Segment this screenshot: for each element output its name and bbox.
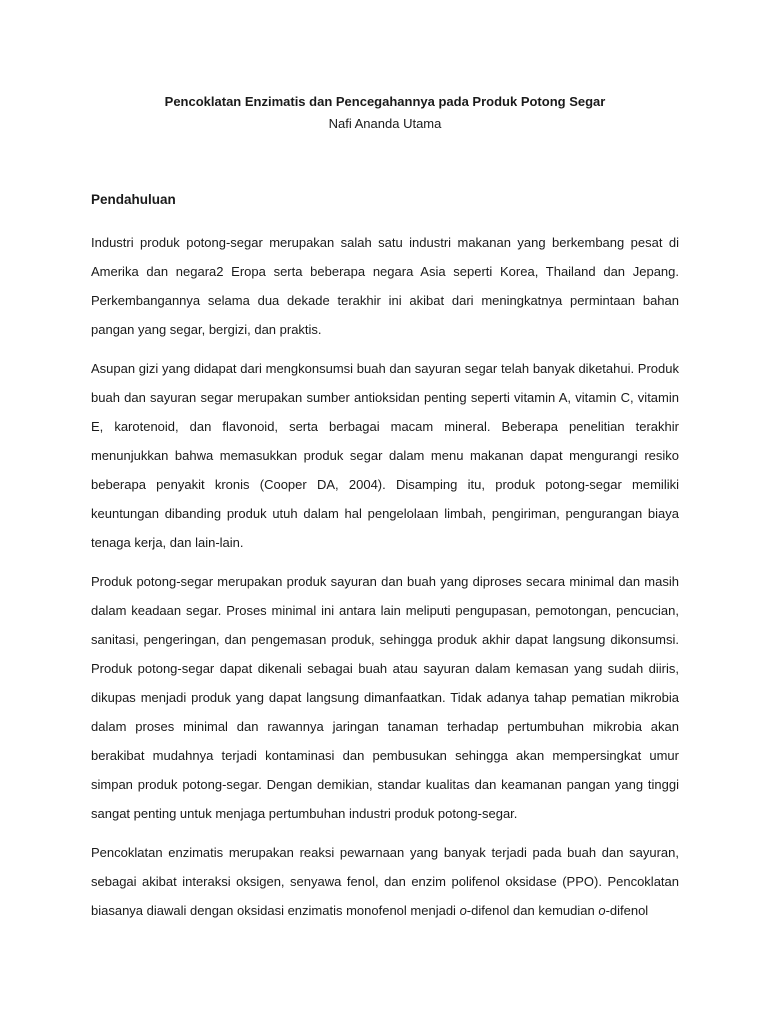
section-heading: Pendahuluan (91, 192, 176, 207)
paragraph-3: Produk potong-segar merupakan produk sayuran dan buah yang diproses secara minimal dan masih dalam keadaan segar. Proses minimal ini antara lain meliputi pengupasan, pemotongan, pencucian, sanitasi, pengeringan, dan pengemasan produk, sehingga produk akhir dapat langsung dikonsumsi. Produk potong-segar dapat dikenali sebagai buah atau sayuran dalam kemasan yang sudah diiris, dikupas menjadi produk yang dapat langsung dimanfaatkan. Tidak adanya tahap pematian mikrobia dalam proses minimal dan rawannya jaringan tanaman terhadap pertumbuhan mikrobia akan berakibat mudahnya terjadi kontaminasi dan pembusukan sehingga akan mempersingkat umur simpan produk potong-segar. Dengan demikian, standar kualitas dan keamanan pangan yang tinggi sangat penting untuk menjaga pertumbuhan industri produk potong-segar. (91, 574, 679, 821)
paragraph-4-text-c: -difenol (605, 903, 649, 918)
paragraph-4-text-a: Pencoklatan enzimatis merupakan reaksi pewarnaan yang banyak terjadi pada buah dan sayuran, sebagai akibat interaksi oksigen, senyawa fenol, dan enzim polifenol oksidase (PPO). Pencoklatan biasanya diawali dengan oksidasi enzimatis monofenol menjadi (91, 845, 679, 918)
paragraph-2: Asupan gizi yang didapat dari mengkonsumsi buah dan sayuran segar telah banyak diketahui. Produk buah dan sayuran segar merupakan sumber antioksidan penting seperti vitamin A, vitamin C, vitamin E, karotenoid, dan flavonoid, serta berbagai macam mineral. Beberapa penelitian terakhir menunjukkan bahwa memasukkan produk segar dalam menu makanan dapat mengurangi resiko beberapa penyakit kronis (Cooper DA, 2004). Disamping itu, produk potong-segar memiliki keuntungan dibanding produk utuh dalam hal pengelolaan limbah, pengiriman, pengurangan biaya tenaga kerja, dan lain-lain. (91, 361, 679, 550)
paragraph-4 (91, 838, 679, 925)
document-page (91, 92, 679, 925)
paragraph-1: Industri produk potong-segar merupakan salah satu industri makanan yang berkembang pesat di Amerika dan negara2 Eropa serta beberapa negara Asia seperti Korea, Thailand dan Jepang. Perkembangannya selama dua dekade terakhir ini akibat dari meningkatnya permintaan bahan pangan yang segar, bergizi, dan praktis. (91, 235, 679, 337)
paragraph-4-italic-o-1: o (459, 903, 467, 918)
document-author: Nafi Ananda Utama (328, 116, 442, 131)
paragraph-4-text-b: -difenol dan kemudian (466, 903, 599, 918)
paragraph-4-italic-o-2: o (598, 903, 606, 918)
document-title: Pencoklatan Enzimatis dan Pencegahannya pada Produk Potong Segar (164, 94, 606, 109)
